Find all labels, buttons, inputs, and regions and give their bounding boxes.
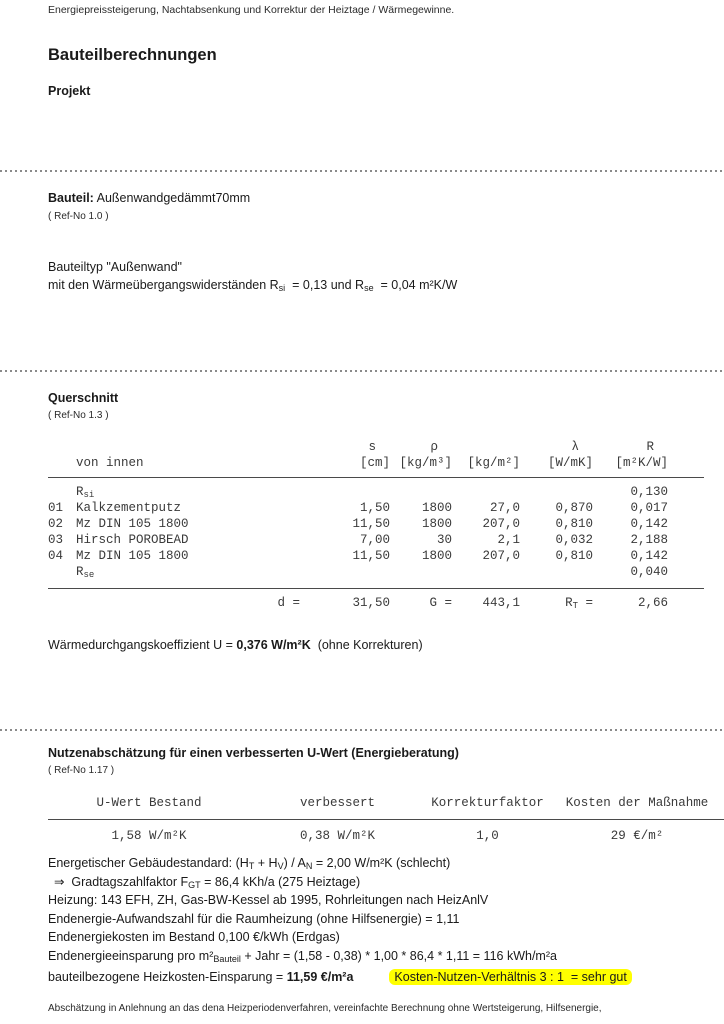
u-wert-text-1: Wärmedurchgangskoeffizient U = [48, 638, 237, 652]
cell-lambda: 0,870 [555, 501, 593, 515]
gradtag-text-1: ⇒ Gradtagszahlfaktor F [54, 874, 189, 889]
cell-rho: 30 [436, 533, 452, 547]
col-symbol-g [452, 439, 520, 455]
u-wert-line [48, 638, 423, 652]
spacer-cell [48, 595, 76, 611]
heizkosten-einsparung-line [48, 969, 632, 985]
cell-rho [390, 484, 452, 500]
energiekosten-line: Endenergiekosten im Bestand 0,100 €/kWh (Erdgas) [48, 930, 340, 944]
cell-rho: 1800 [421, 517, 452, 531]
spacer-cell [76, 439, 300, 455]
layer-number: 04 [48, 549, 64, 563]
table-rule [48, 819, 724, 820]
total-g-value: 443,1 [482, 596, 520, 610]
layer-name-sub: si [83, 490, 95, 500]
widerstaende-line [48, 278, 457, 292]
layer-name [76, 500, 300, 516]
col-unit-s: [cm] [359, 456, 390, 470]
savings-value: 11,59 €/m²a [286, 970, 354, 984]
layer-number: 01 [48, 501, 64, 515]
layer-name [76, 484, 300, 500]
layer-name-text: Mz DIN 105 1800 [76, 549, 189, 563]
details-paragraph [48, 854, 557, 965]
von-innen-label: von innen [76, 456, 144, 470]
querschnitt-totals-row [48, 595, 668, 611]
spacer-cell [48, 439, 76, 455]
layer-number [48, 484, 76, 500]
aufwandszahl-line: Endenergie-Aufwandszahl für die Raumheizung (ohne Hilfsenergie) = 1,11 [48, 911, 460, 926]
col-unit-r: [m²K/W] [615, 456, 668, 470]
cell-r: 0,130 [630, 485, 668, 499]
ref-no-nutzen: ( Ref-No 1.17 ) [48, 765, 115, 776]
cell-r: 2,188 [630, 533, 668, 547]
gebaeudestandard-line [48, 854, 557, 873]
layer-name-text: R [76, 485, 84, 499]
cell-g: 2,1 [497, 533, 520, 547]
total-g-label: G = [429, 596, 452, 610]
cell-lambda: 0,810 [555, 549, 593, 563]
nutzen-heading: Nutzenabschätzung für einen verbesserten U-Wert (Energieberatung) [48, 746, 459, 760]
cell-s [300, 564, 390, 580]
col-unit-g: [kg/m²] [467, 456, 520, 470]
nutzen-col-bestand: U-Wert Bestand [96, 796, 202, 810]
u-wert-value: 0,376 W/m²K [236, 638, 311, 652]
nutzen-value-korrekturfaktor: 1,0 [476, 829, 499, 843]
nutzen-table-header [48, 795, 724, 811]
project-heading: Projekt [48, 84, 91, 98]
total-rt-label [520, 595, 593, 611]
bauteil-label: Bauteil: [48, 191, 94, 205]
col-symbol-s: s [368, 440, 376, 454]
total-rt-symbol: R [565, 596, 573, 610]
querschnitt-table-header [48, 439, 668, 471]
widerstaende-text-1: mit den Wärmeübergangswiderständen R [48, 278, 279, 292]
total-d-value: 31,50 [352, 596, 390, 610]
cell-s [300, 484, 390, 500]
std-text-4: = 2,00 W/m²K (schlecht) [312, 856, 451, 870]
savings-text: bauteilbezogene Heizkosten-Einsparung = [48, 970, 287, 984]
cell-s: 7,00 [359, 533, 390, 547]
widerstaende-sub-si: si [278, 283, 286, 293]
section-divider [0, 170, 724, 172]
sub-bauteil: Bauteil [213, 953, 241, 964]
cell-lambda [520, 484, 593, 500]
total-rt-eq: = [577, 596, 593, 610]
cell-lambda: 0,810 [555, 517, 593, 531]
section-divider [0, 729, 724, 731]
cell-lambda [520, 564, 593, 580]
cell-rho [390, 564, 452, 580]
footer-note: Abschätzung in Anlehnung an das dena Heizperiodenverfahren, vereinfachte Berechnung ohne Wertsteigerung, Hilfsenergie, [48, 1003, 602, 1014]
ref-no-querschnitt: ( Ref-No 1.3 ) [48, 410, 109, 421]
col-unit-lambda: [W/mK] [547, 456, 593, 470]
layer-name-text: R [76, 565, 84, 579]
total-rt-sub: T [572, 601, 578, 611]
layer-name [76, 532, 300, 548]
cell-rho: 1800 [421, 549, 452, 563]
layer-name-sub: se [83, 570, 95, 580]
layer-name-text: Hirsch POROBEAD [76, 533, 189, 547]
nutzen-col-korrekturfaktor: Korrekturfaktor [431, 796, 544, 810]
querschnitt-table-body [48, 484, 668, 580]
layer-name-text: Kalkzementputz [76, 501, 182, 515]
cell-s: 11,50 [352, 549, 390, 563]
querschnitt-heading: Querschnitt [48, 391, 119, 405]
nutzen-col-kosten: Kosten der Maßnahme [565, 796, 709, 810]
heizung-line: Heizung: 143 EFH, ZH, Gas-BW-Kessel ab 1995, Rohrleitungen nach HeizAnlV [48, 893, 489, 907]
layer-name [76, 516, 300, 532]
std-text-3: ) / A [283, 856, 306, 870]
header-note: Energiepreissteigerung, Nachtabsenkung und Korrektur der Heiztage / Wärmegewinne. [48, 4, 455, 16]
total-d-label: d = [277, 596, 300, 610]
nutzen-value-bestand: 1,58 W/m²K [111, 829, 187, 843]
nutzen-col-verbessert: verbessert [299, 796, 375, 810]
table-rule [48, 477, 704, 478]
col-unit-rho: [kg/m³] [399, 456, 452, 470]
nutzen-value-kosten: 29 €/m² [610, 829, 664, 843]
cell-r: 0,142 [630, 517, 668, 531]
cell-g [452, 484, 520, 500]
bauteil-name: Außenwandgedämmt70mm [93, 191, 251, 205]
gradtag-text-2: = 86,4 kKh/a (275 Heiztage) [200, 874, 361, 889]
ref-no-bauteil: ( Ref-No 1.0 ) [48, 211, 109, 222]
sub-ht: T [248, 861, 255, 871]
bauteiltyp-line: Bauteiltyp "Außenwand" [48, 260, 182, 274]
col-symbol-r: R [646, 440, 654, 454]
cell-g [452, 564, 520, 580]
sub-hv: V [277, 861, 284, 871]
cell-g: 207,0 [482, 549, 520, 563]
gradtagszahl-line [48, 873, 557, 892]
std-text-2: + H [254, 856, 278, 870]
sub-fgt: GT [188, 879, 201, 890]
einsparung-text-2: + Jahr = (1,58 - 0,38) * 1,00 * 86,4 * 1,11 = 116 kWh/m²a [240, 948, 557, 963]
widerstaende-text-3: = 0,04 m²K/W [373, 278, 458, 292]
widerstaende-sub-se: se [364, 283, 374, 293]
widerstaende-text-2: = 0,13 und R [285, 278, 365, 292]
einsparung-line [48, 947, 557, 966]
cell-g: 27,0 [489, 501, 520, 515]
table-rule [48, 588, 704, 589]
nutzen-table-values [48, 828, 724, 844]
bauteil-line [48, 191, 250, 205]
layer-name [76, 548, 300, 564]
layer-number: 02 [48, 517, 64, 531]
page-title: Bauteilberechnungen [48, 46, 217, 64]
cell-r: 0,040 [630, 565, 668, 579]
layer-name-text: Mz DIN 105 1800 [76, 517, 189, 531]
col-symbol-lambda: λ [571, 440, 579, 454]
u-wert-text-2: (ohne Korrekturen) [310, 638, 423, 652]
kosten-nutzen-highlight: Kosten-Nutzen-Verhältnis 3 : 1 = sehr gut [389, 969, 631, 985]
layer-number [48, 564, 76, 580]
cell-s: 1,50 [359, 501, 390, 515]
cell-lambda: 0,032 [555, 533, 593, 547]
cell-s: 11,50 [352, 517, 390, 531]
sub-an: N [305, 861, 313, 871]
einsparung-text-1: Endenergieeinsparung pro m² [48, 948, 214, 963]
cell-r: 0,017 [630, 501, 668, 515]
cell-r: 0,142 [630, 549, 668, 563]
layer-number: 03 [48, 533, 64, 547]
cell-rho: 1800 [421, 501, 452, 515]
layer-name [76, 564, 300, 580]
total-rt-value: 2,66 [637, 596, 668, 610]
section-divider [0, 370, 724, 372]
cell-g: 207,0 [482, 517, 520, 531]
spacer-cell [48, 455, 76, 471]
col-symbol-rho: ρ [430, 440, 438, 454]
std-text-1: Energetischer Gebäudestandard: (H [48, 856, 249, 870]
nutzen-value-verbessert: 0,38 W/m²K [299, 829, 375, 843]
